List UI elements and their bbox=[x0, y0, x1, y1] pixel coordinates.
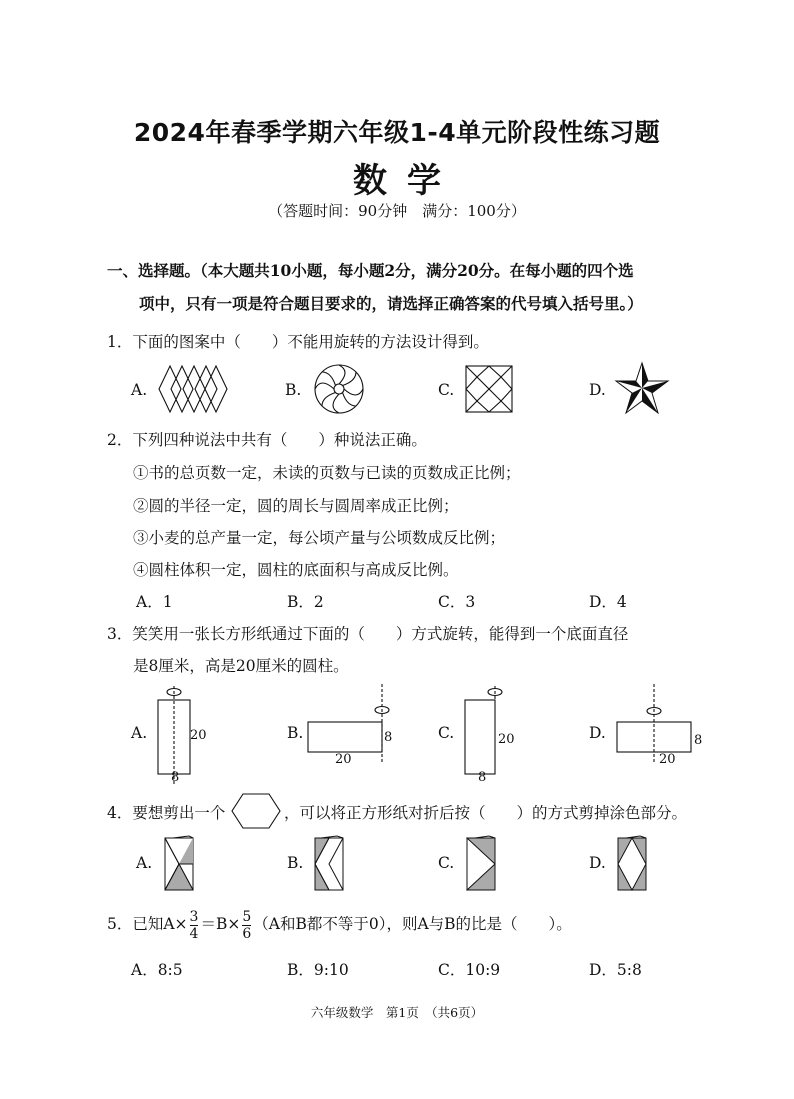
q3-figure-d-rectangle bbox=[614, 684, 694, 768]
q5-stem-pre: 5．已知A× bbox=[107, 915, 188, 933]
q3-a-bottom-label: 8 bbox=[171, 770, 180, 785]
q4-option-c[interactable]: C. bbox=[438, 854, 455, 872]
q3-d-side-label: 8 bbox=[694, 733, 703, 748]
q3-b-bottom-label: 20 bbox=[335, 752, 352, 767]
q3-option-a[interactable]: A. bbox=[131, 724, 148, 742]
q5-fraction-2 bbox=[242, 910, 251, 941]
q4-option-b[interactable]: B. bbox=[287, 854, 304, 872]
q3-stem-cont: 是8厘米，高是20厘米的圆柱。 bbox=[133, 657, 349, 675]
exam-meta: （答题时间：90分钟 满分：100分） bbox=[268, 202, 526, 220]
q4-option-a[interactable]: A. bbox=[136, 854, 153, 872]
q5-frac2-den: 6 bbox=[242, 925, 252, 942]
q3-stem: 3．笑笑用一张长方形纸通过下面的（ ）方式旋转，能得到一个底面直径 bbox=[107, 625, 629, 643]
q2-option-d[interactable]: D．4 bbox=[589, 593, 627, 611]
q1-option-d[interactable]: D. bbox=[589, 381, 606, 399]
q2-statement-4: ④圆柱体积一定，圆柱的底面积与高成反比例。 bbox=[133, 561, 459, 579]
q4-hexagon-shape bbox=[231, 793, 281, 829]
q5-frac1-num: 3 bbox=[189, 908, 199, 925]
q1-figure-d-star bbox=[614, 361, 670, 415]
q1-figure-a-diamonds bbox=[158, 365, 228, 413]
q5-stem bbox=[107, 904, 572, 944]
q2-statement-1: ①书的总页数一定，未读的页数与已读的页数成正比例； bbox=[133, 464, 521, 482]
q2-statement-2: ②圆的半径一定，圆的周长与圆周率成正比例； bbox=[133, 497, 459, 515]
q1-figure-b-swirl-circle bbox=[313, 363, 365, 415]
q5-option-c[interactable]: C．10:9 bbox=[438, 961, 501, 979]
q5-stem-mid: ＝B× bbox=[200, 915, 241, 933]
q5-frac2-num: 5 bbox=[242, 908, 252, 925]
q3-option-c[interactable]: C. bbox=[438, 724, 455, 742]
q2-option-b[interactable]: B．2 bbox=[287, 593, 324, 611]
q1-option-c[interactable]: C. bbox=[438, 381, 455, 399]
q3-c-bottom-label: 8 bbox=[478, 770, 487, 785]
q3-option-b[interactable]: B. bbox=[287, 724, 304, 742]
page-footer: 六年级数学 第1页 （共6页） bbox=[310, 1005, 484, 1020]
q3-d-bottom-label: 20 bbox=[659, 752, 676, 767]
q3-b-side-label: 8 bbox=[384, 730, 393, 745]
q5-frac1-den: 4 bbox=[189, 925, 199, 942]
q1-stem: 1．下面的图案中（ ）不能用旋转的方法设计得到。 bbox=[107, 333, 489, 351]
q2-option-a[interactable]: A．1 bbox=[136, 593, 173, 611]
q1-option-b[interactable]: B. bbox=[285, 381, 302, 399]
q4-figure-a-folded-paper bbox=[163, 832, 197, 892]
q2-option-c[interactable]: C．3 bbox=[438, 593, 476, 611]
section-heading-line2: 项中，只有一项是符合题目要求的，请选择正确答案的代号填入括号里。） bbox=[139, 294, 643, 313]
q3-c-side-label: 20 bbox=[498, 732, 515, 747]
q3-a-side-label: 20 bbox=[190, 728, 207, 743]
q3-option-d[interactable]: D. bbox=[589, 724, 606, 742]
q5-fraction-1 bbox=[190, 910, 199, 941]
q4-figure-c-folded-paper bbox=[465, 832, 499, 892]
q4-option-d[interactable]: D. bbox=[589, 854, 606, 872]
q4-stem-pre: 4．要想剪出一个 bbox=[107, 804, 226, 822]
q1-figure-c-pinwheel bbox=[465, 365, 513, 413]
subject-title: 数学 bbox=[353, 161, 461, 201]
q2-stem: 2．下列四种说法中共有（ ）种说法正确。 bbox=[107, 431, 427, 449]
q2-statement-3: ③小麦的总产量一定，每公顷产量与公顷数成反比例； bbox=[133, 529, 506, 547]
q1-option-a[interactable]: A. bbox=[131, 381, 148, 399]
q4-figure-d-folded-paper bbox=[616, 832, 650, 892]
section-heading bbox=[107, 254, 707, 320]
section-heading-line1: 一、选择题。（本大题共10小题，每小题2分，满分20分。在每小题的四个选 bbox=[107, 261, 634, 280]
page-title: 2024年春季学期六年级1-4单元阶段性练习题 bbox=[133, 118, 661, 147]
q4-figure-b-folded-paper bbox=[313, 832, 347, 892]
q5-stem-post: （A和B都不等于0），则A与B的比是（ ）。 bbox=[253, 915, 572, 933]
q5-option-a[interactable]: A．8:5 bbox=[131, 961, 183, 979]
q4-stem-post: ，可以将正方形纸对折后按（ ）的方式剪掉涂色部分。 bbox=[284, 804, 688, 822]
q5-option-b[interactable]: B．9:10 bbox=[287, 961, 349, 979]
q5-option-d[interactable]: D．5:8 bbox=[589, 961, 642, 979]
